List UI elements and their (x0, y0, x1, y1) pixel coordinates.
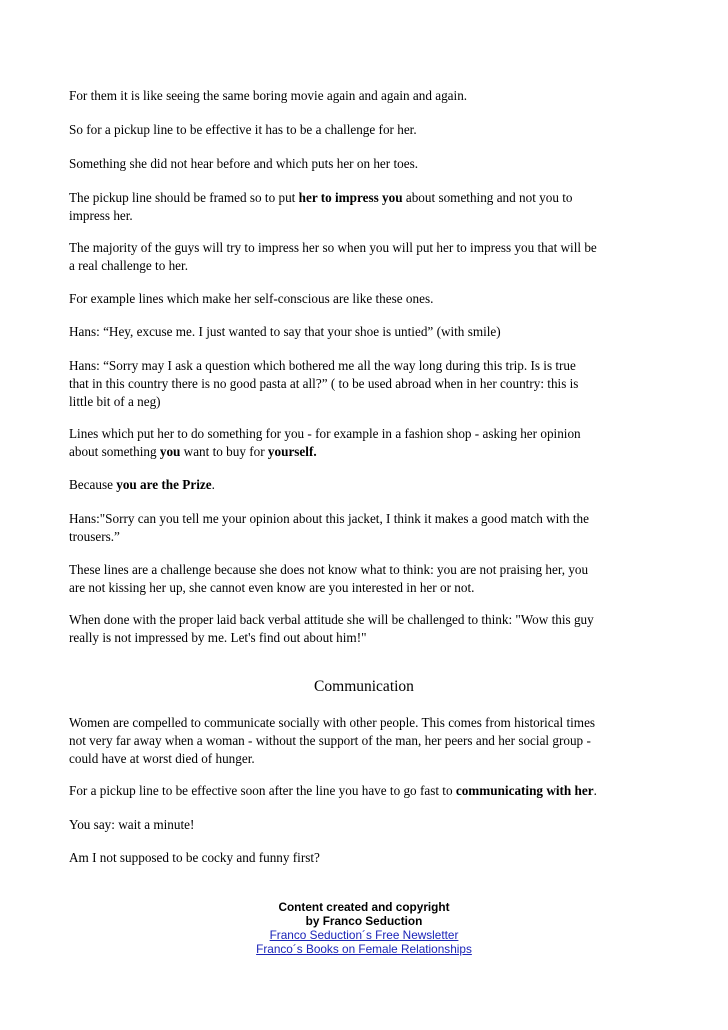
author-line: by Franco Seduction (305, 914, 423, 928)
paragraph-line (69, 476, 669, 494)
paragraph-line: These lines are a challenge because she does not know what to think: you are not praising her, you (69, 562, 589, 577)
newsletter-link[interactable]: Franco Seduction´s Free Newsletter (269, 928, 459, 942)
section-heading: Communication (314, 678, 414, 695)
paragraph (69, 121, 669, 139)
paragraph (69, 816, 669, 834)
paragraph-line (69, 189, 669, 207)
paragraph-line: Hans: “Sorry may I ask a question which bothered me all the way long during this trip. Is is true (69, 358, 576, 373)
paragraph-line: could have at worst died of hunger. (69, 751, 255, 766)
paragraph-line: are not kissing her up, she cannot even know are you interested in her or not. (69, 580, 475, 595)
text-span: want to buy for (180, 444, 268, 459)
paragraph-line: impress her. (69, 208, 133, 223)
paragraph (69, 510, 669, 546)
bold-text: you (159, 444, 181, 459)
text-span: about something (69, 444, 160, 459)
paragraph-text: You say: wait a minute! (69, 817, 195, 832)
paragraph (69, 189, 669, 225)
paragraph (69, 849, 669, 867)
paragraph-text: For them it is like seeing the same boring movie again and again and again. (69, 88, 468, 103)
paragraph (69, 323, 669, 341)
paragraph-line: not very far away when a woman - without the support of the man, her peers and her social group - (69, 733, 591, 748)
text-span: . (593, 783, 597, 798)
paragraph-line: a real challenge to her. (69, 258, 188, 273)
footer (0, 900, 728, 956)
bold-text: yourself. (267, 444, 317, 459)
text-span: The pickup line should be framed so to put (69, 190, 299, 205)
paragraph (69, 290, 669, 308)
paragraph (69, 611, 669, 647)
paragraph-line: Lines which put her to do something for you - for example in a fashion shop - asking her opinion (69, 426, 581, 441)
books-link[interactable]: Franco´s Books on Female Relationships (256, 942, 472, 956)
paragraph (69, 425, 669, 461)
bold-text: her to impress you (298, 190, 403, 205)
text-span: Because (69, 477, 117, 492)
paragraph-text: Am I not supposed to be cocky and funny first? (69, 850, 320, 865)
text-span: about something and not you to (402, 190, 573, 205)
paragraph (69, 561, 669, 597)
paragraph-line: Women are compelled to communicate socially with other people. This comes from historical times (69, 715, 596, 730)
paragraph-text: Hans: “Hey, excuse me. I just wanted to say that your shoe is untied” (with smile) (69, 324, 501, 339)
paragraph (69, 782, 669, 800)
text-span: . (211, 477, 215, 492)
bold-text: you are the Prize (116, 477, 212, 492)
paragraph-line (69, 782, 669, 800)
paragraph-text: Something she did not hear before and which puts her on her toes. (69, 156, 419, 171)
paragraph (69, 87, 669, 105)
copyright-line: Content created and copyright (278, 900, 450, 914)
paragraph (69, 155, 669, 173)
paragraph-line: little bit of a neg) (69, 394, 161, 409)
paragraph (69, 357, 669, 411)
paragraph-text: For example lines which make her self-conscious are like these ones. (69, 291, 434, 306)
bold-text: communicating with her (455, 783, 594, 798)
paragraph-text: So for a pickup line to be effective it has to be a challenge for her. (69, 122, 417, 137)
paragraph-line: really is not impressed by me. Let's find out about him!" (69, 630, 367, 645)
paragraph-line: that in this country there is no good pasta at all?” ( to be used abroad when in her country: this is (69, 376, 579, 391)
paragraph (69, 476, 669, 494)
paragraph-line: trousers.” (69, 529, 120, 544)
text-span: For a pickup line to be effective soon after the line you have to go fast to (69, 783, 456, 798)
paragraph (69, 714, 669, 768)
paragraph-line: When done with the proper laid back verbal attitude she will be challenged to think: "Wow this guy (69, 612, 594, 627)
paragraph-line: The majority of the guys will try to impress her so when you will put her to impress you that will be (69, 240, 597, 255)
paragraph-line: Hans:"Sorry can you tell me your opinion about this jacket, I think it makes a good match with the (69, 511, 589, 526)
paragraph-line (69, 443, 669, 461)
paragraph (69, 239, 669, 275)
